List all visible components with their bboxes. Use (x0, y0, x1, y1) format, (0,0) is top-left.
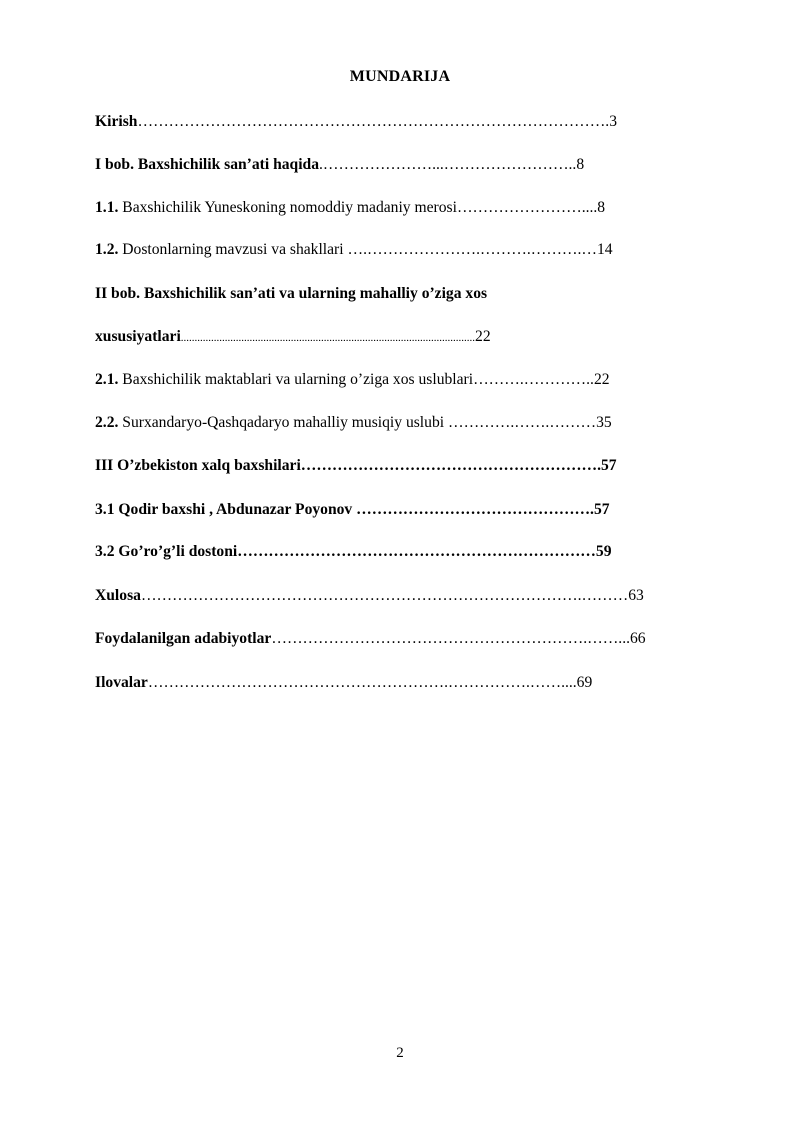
toc-entry-label: II bob. Baxshichilik san’ati va ularning mahalliy o’ziga xos (95, 285, 488, 302)
toc-entry-page: 8 (597, 199, 606, 216)
toc-entry (95, 628, 722, 650)
page-title: MUNDARIJA (349, 68, 451, 85)
toc-entry-label: Foydalanilgan adabiyotlar (95, 630, 272, 647)
toc-entry-leader: ….………………….……….……….… (347, 241, 597, 258)
toc-entry-leader: ………….…….……… (447, 414, 597, 431)
page-number: 2 (396, 1045, 404, 1061)
toc-entry-leader: ………………………………………………….…………….…….... (147, 674, 577, 691)
toc-entry-leader: …………………………………………………………… (237, 543, 596, 560)
toc-entry (95, 283, 722, 305)
toc-entry-leader: ……….………….. (473, 371, 594, 388)
toc-entry-number: 2.2. (95, 414, 119, 431)
toc-entry-label: Kirish (95, 113, 138, 130)
toc-entry-leader: …………………………………………………….……... (271, 630, 630, 647)
toc-entry-page: 22 (475, 328, 491, 345)
toc-entry-page: 66 (630, 630, 646, 647)
toc-entry-page: 69 (576, 674, 593, 691)
toc-entry-label: Baxshichilik Yuneskoning nomoddiy madaniy merosi (118, 199, 457, 216)
toc-entry (95, 197, 722, 219)
toc-entry-page: 22 (593, 371, 610, 388)
toc-entry-label: I bob. Baxshichilik san’ati haqida (95, 156, 320, 173)
toc-entry-page: 57 (593, 501, 610, 518)
toc-entry-page: 14 (597, 241, 613, 258)
toc-entry-leader: .…………………...…………………….. (319, 156, 577, 173)
toc-entry-label: Ilovalar (95, 674, 148, 691)
toc-entry (95, 326, 722, 348)
toc-entry (95, 239, 722, 261)
toc-entry (95, 369, 722, 391)
toc-entry-leader: …………………….... (456, 199, 598, 216)
toc-entry (95, 585, 722, 607)
toc-entry-page: 63 (628, 587, 644, 604)
toc-entry (95, 541, 722, 563)
toc-entry-label: 3.1 Qodir baxshi , Abdunazar Poyonov (95, 501, 357, 518)
toc-entry-label: Surxandaryo-Qashqadaryo mahalliy musiqiy uslubi (118, 414, 448, 431)
toc-entry-label: Dostonlarning mavzusi va shakllari (118, 241, 348, 258)
toc-entry-label: xususiyatlari (95, 328, 181, 345)
toc-entry-label: Xulosa (95, 587, 141, 604)
toc-entry-page: 59 (595, 543, 612, 560)
toc-entry (95, 499, 722, 521)
toc-entry-label: III O’zbekiston xalq baxshilari (95, 457, 301, 474)
toc-entry-leader: ………………………………………………………………………….……… (140, 587, 629, 604)
toc-entry-page: 35 (596, 414, 612, 431)
toc-entry-page: 57 (600, 457, 617, 474)
toc-entry-leader: ………………………………………………………………………………. (137, 113, 610, 130)
toc-entry-page: 3 (609, 113, 617, 130)
toc-entry (95, 672, 722, 694)
toc-entry (95, 111, 722, 133)
toc-entry-number: 1.1. (95, 199, 119, 216)
toc-entry-label: Baxshichilik maktablari va ularning o’ziga xos uslublari (118, 371, 474, 388)
toc-entry-leader: ........................................................................................................... (180, 332, 476, 344)
toc-entry-number: 1.2. (95, 241, 119, 258)
toc-entry-label: 3.2 Go’ro’g’li dostoni (95, 543, 238, 560)
toc-entry (95, 412, 722, 434)
toc-entry-leader: …………………………………………………. (300, 457, 601, 474)
toc-entry-page: 8 (576, 156, 585, 173)
toc-entry-number: 2.1. (95, 371, 119, 388)
toc-entry (95, 455, 722, 477)
toc-entry-leader: ………………………………………. (356, 501, 594, 518)
toc-entry (95, 154, 722, 176)
